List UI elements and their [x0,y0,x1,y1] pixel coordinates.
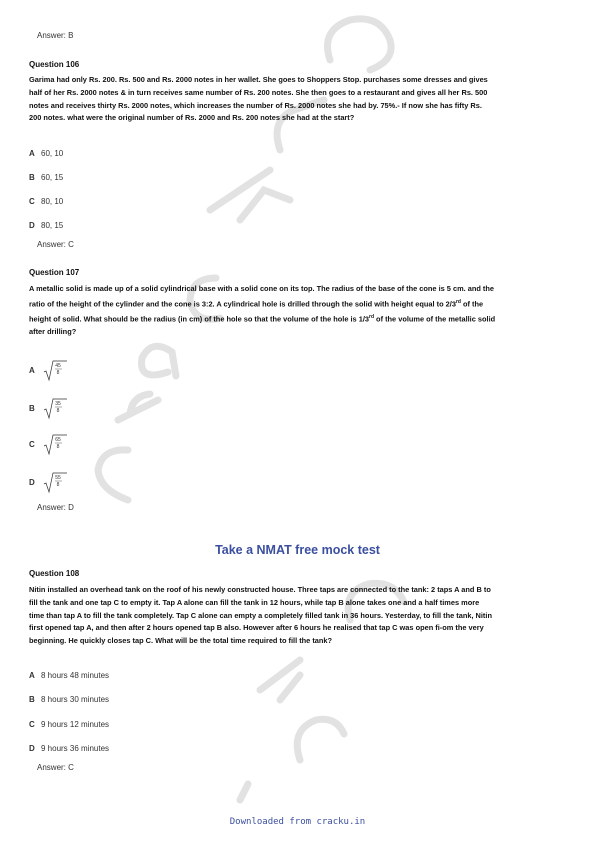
option-text: 9 hours 36 minutes [41,744,110,753]
superscript: rd [455,298,461,305]
question-text-106 [29,74,569,125]
option-letter: A [29,149,35,158]
sqrt-expression [43,434,67,456]
question-line [29,296,569,311]
sqrt-denominator: 8 [56,408,60,414]
option-c[interactable] [29,434,67,456]
superscript: rd [369,314,374,321]
sqrt-numerator: 35 [55,401,62,407]
option-letter: A [29,366,35,376]
option-text: 80, 15 [41,221,64,230]
sqrt-numerator: 55 [55,475,62,481]
question-line: beginning. He quickly closes tap C. What will be the total time required to fill the tank? [29,636,333,646]
sqrt-denominator: 8 [56,482,60,488]
answer-107: Answer: D [37,503,74,512]
question-line: Garima had only Rs. 200. Rs. 500 and Rs. 2000 notes in her wallet. She goes to Shoppers Stop. purchases some dresses and gives [29,75,488,84]
answer-prev: Answer: B [37,31,74,40]
question-line [29,311,569,326]
question-title-108: Question 108 [29,569,80,578]
question-line: 200 notes. what were the original number of Rs. 2000 and Rs. 200 notes she had at the start? [29,113,355,123]
question-line: first opened tap A, and then after 2 hours opened tap B also. However after 6 hours he realised that tap C was open fi-om the very [29,623,484,633]
answer-108: Answer: C [37,763,74,772]
question-line: time than tap A to fill the tank completely. Tap C alone can empty a completely filled tank in 36 hours. Yesterday, to fill the tank, Nitin [29,610,492,620]
question-line: A metallic solid is made up of a solid cylindrical base with a solid cone on its top. The radius of the base of the cone is 5 cm. and the [29,284,495,293]
question-line: fill the tank and one tap C to empty it. Tap A alone can fill the tank in 12 hours, while tap B alone takes one and a half times more [29,597,480,607]
question-text-108 [29,584,569,648]
text: ratio of the height of the cylinder and the cone is 3:2. A cylindrical hole is drilled through the solid with height equal to 2/3 [29,299,456,309]
watermark-c-1 [98,450,128,500]
question-title-106: Question 106 [29,60,80,69]
question-line: notes and receives thirty Rs. 2000 notes, which increases the number of Rs. 2000 notes she had by. 75%.- If now she has fifty Rs. [29,100,482,110]
option-letter: B [29,404,35,414]
option-text: 60, 10 [41,149,64,158]
sqrt-numerator: 45 [55,363,62,369]
option-d[interactable] [29,472,67,494]
answer-106: Answer: C [37,240,74,249]
option-letter: C [29,720,35,729]
question-line: after drilling? [29,327,77,337]
option-text: 80, 10 [41,197,64,206]
text: height of solid. What should be the radius (in cm) of the hole so that the volume of the hole is 1/3 [29,314,369,324]
option-b[interactable] [29,695,109,704]
option-letter: B [29,173,35,182]
mock-test-link[interactable]: Take a NMAT free mock test [215,543,380,557]
option-b[interactable] [29,398,67,420]
text: of the volume of the metallic solid [374,314,496,324]
option-letter: D [29,478,35,488]
watermark2-k [260,660,300,700]
sqrt-expression [43,360,67,382]
question-line: Nitin installed an overhead tank on the roof of his newly constructed house. Three taps are connected to the tank: 2 taps A and B to [29,585,491,594]
option-a[interactable] [29,149,63,158]
watermark-a [142,346,176,376]
option-d[interactable] [29,744,109,753]
watermark-logo [328,19,392,70]
option-text: 8 hours 30 minutes [41,695,110,704]
sqrt-expression [43,398,67,420]
watermark-r [118,394,158,420]
sqrt-denominator: 8 [56,370,60,376]
sqrt-expression [43,472,67,494]
option-text: 8 hours 48 minutes [41,671,110,680]
option-c[interactable] [29,197,63,206]
option-letter: A [29,671,35,680]
option-letter: C [29,197,35,206]
option-a[interactable] [29,360,67,382]
option-letter: D [29,221,35,230]
sqrt-numerator: 65 [55,437,62,443]
option-b[interactable] [29,173,63,182]
option-text: 9 hours 12 minutes [41,720,110,729]
footer-link[interactable]: Downloaded from cracku.in [229,817,366,827]
option-a[interactable] [29,671,109,680]
option-text: 60, 15 [41,173,64,182]
option-letter: D [29,744,35,753]
option-c[interactable] [29,720,109,729]
text: of the [460,299,484,309]
option-letter: B [29,695,35,704]
watermark2-u [297,719,344,760]
option-d[interactable] [29,221,63,230]
option-letter: C [29,440,35,450]
question-line: half of her Rs. 2000 notes & in turn receives same number of Rs. 200 notes. She then goes to a restaurant and gives all her Rs. 500 [29,87,488,97]
sqrt-denominator: 8 [56,444,60,450]
watermark2-a [240,784,248,800]
watermark-k [210,170,290,220]
question-title-107: Question 107 [29,268,80,277]
question-text-107 [29,283,569,339]
